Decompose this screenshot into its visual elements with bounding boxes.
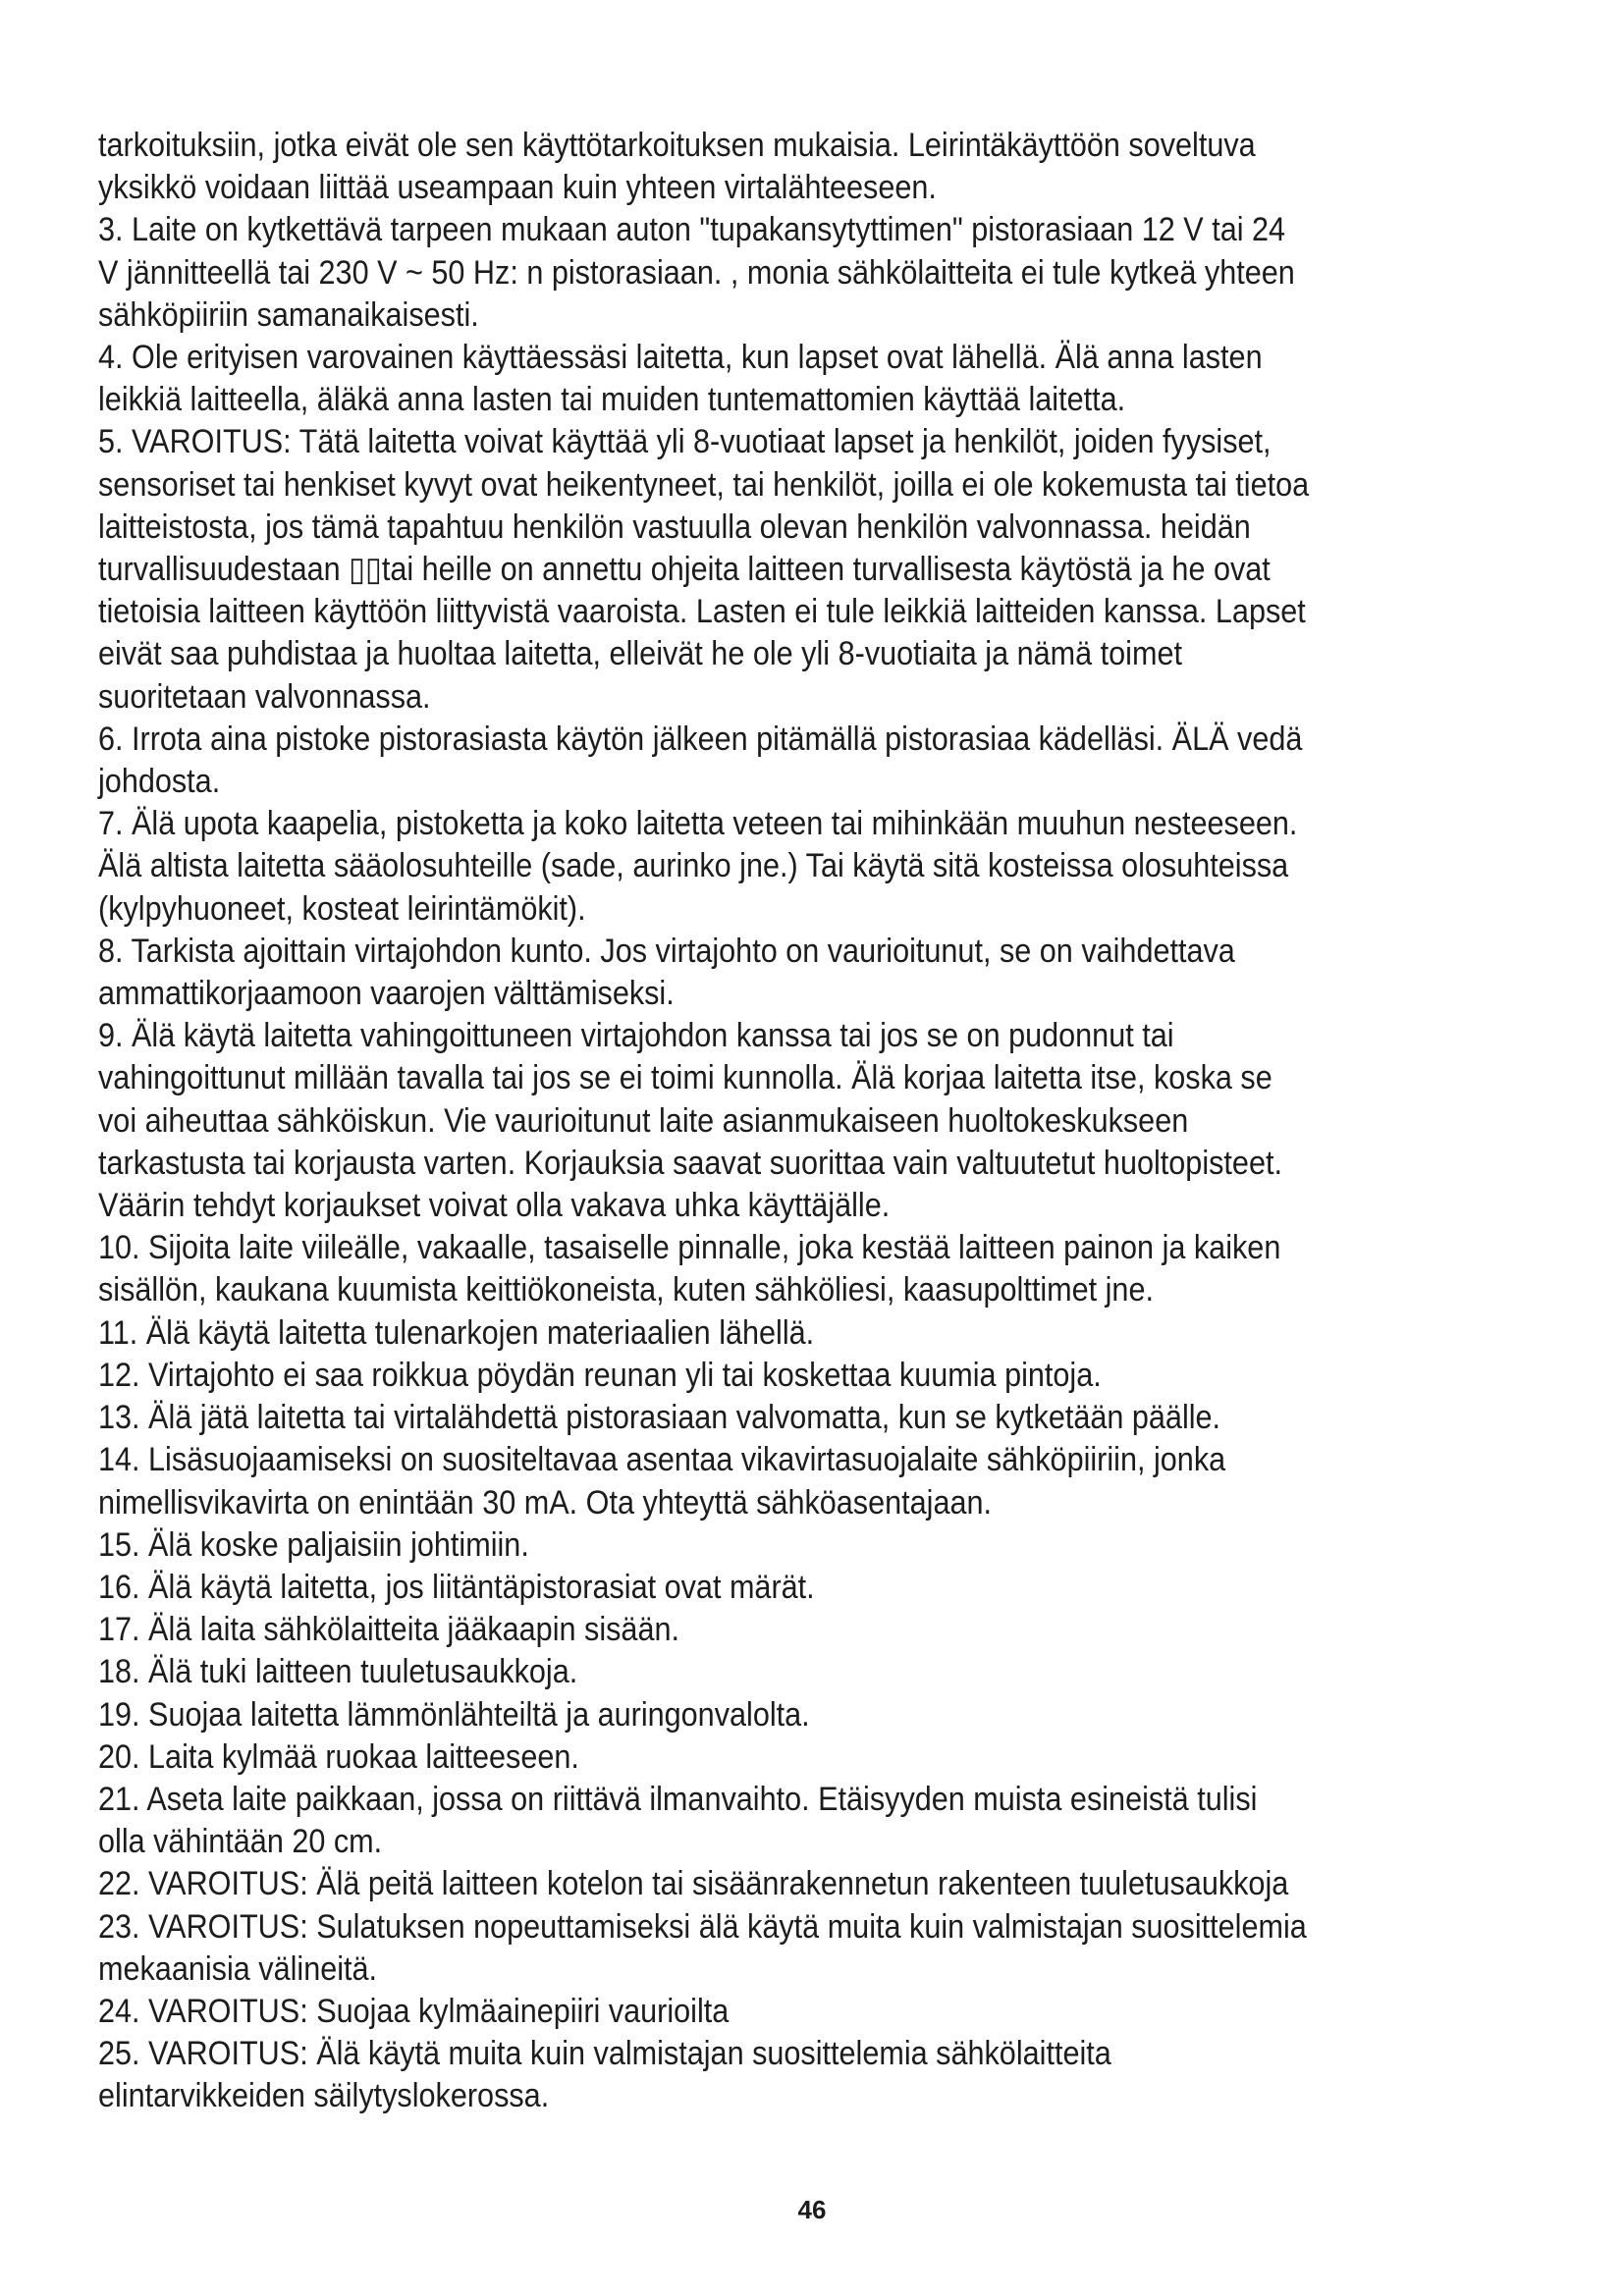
instruction-item-20: 20. Laita kylmää ruokaa laitteeseen.: [98, 1737, 579, 1776]
instruction-item-16: 16. Älä käytä laitetta, jos liitäntäpistorasiat ovat märät.: [98, 1568, 815, 1606]
instruction-item-8: 8. Tarkista ajoittain virtajohdon kunto. Jos virtajohto on vaurioitunut, se on vaihdettava ammattikorjaamoon vaarojen välttämiseksi.: [98, 932, 1235, 1013]
instruction-item-17: 17. Älä laita sähkölaitteita jääkaapin sisään.: [98, 1611, 679, 1649]
instruction-item-22-warning: 22. VAROITUS: Älä peitä laitteen kotelon tai sisäänrakennetun rakenteen tuuletusaukkoja: [98, 1865, 1289, 1903]
paragraph-intro-continued: tarkoituksiin, jotka eivät ole sen käyttötarkoituksen mukaisia. Leirintäkäyttöön soveltuva yksikkö voidaan liittää useampaan kuin yhteen virtalähteeseen.: [98, 127, 1256, 207]
instruction-item-9: 9. Älä käytä laitetta vahingoittuneen virtajohdon kanssa tai jos se on pudonnut tai vahingoittunut millään tavalla tai jos se ei toimi kunnolla. Älä korjaa laitetta itse, koska se voi aiheuttaa sähköiskun. Vie vaurioitunut laite asianmukaiseen huoltokeskukseen tarkastusta tai korjausta varten. Korjauksia saavat suorittaa vain valtuutetut huoltopisteet. Väärin tehdyt korjaukset voivat olla vakava uhka käyttäjälle.: [98, 1017, 1282, 1225]
instruction-item-10: 10. Sijoita laite viileälle, vakaalle, tasaiselle pinnalle, joka kestää laitteen painon ja kaiken sisällön, kaukana kuumista keittiökoneista, kuten sähköliesi, kaasupolttimet jne.: [98, 1229, 1281, 1309]
instruction-item-4: 4. Ole erityisen varovainen käyttäessäsi laitetta, kun lapset ovat lähellä. Älä anna lasten leikkiä laitteella, äläkä anna lasten tai muiden tuntemattomien käyttää laitetta.: [98, 339, 1263, 419]
instruction-item-3: 3. Laite on kytkettävä tarpeen mukaan auton "tupakansytyttimen" pistorasiaan 12 V tai 24 V jännitteellä tai 230 V ~ 50 Hz: n pistorasiaan. , monia sähkölaitteita ei tule kytkeä yhteen sähköpiiriin samanaikaisesti.: [98, 211, 1295, 334]
instruction-item-19: 19. Suojaa laitetta lämmönlähteiltä ja auringonvalolta.: [98, 1695, 810, 1734]
instruction-item-15: 15. Älä koske paljaisiin johtimiin.: [98, 1525, 529, 1564]
instruction-item-11: 11. Älä käytä laitetta tulenarkojen materiaalien lähellä.: [98, 1313, 815, 1352]
instruction-item-23-warning: 23. VAROITUS: Sulatuksen nopeuttamiseksi älä käytä muita kuin valmistajan suosittelemia mekaanisia välineitä.: [98, 1907, 1307, 1988]
instruction-item-7: 7. Älä upota kaapelia, pistoketta ja koko laitetta veteen tai mihinkään muuhun nesteeseen. Älä altista laitetta sääolosuhteille (sade, aurinko jne.) Tai käytä sitä kosteissa olosuhteissa (kylpyhuoneet, kosteat leirintämökit).: [98, 805, 1298, 928]
instruction-item-6: 6. Irrota aina pistoke pistorasiasta käytön jälkeen pitämällä pistorasiaa kädelläsi. ÄLÄ vedä johdosta.: [98, 720, 1303, 801]
instruction-item-5-warning: 5. VAROITUS: Tätä laitetta voivat käyttää yli 8-vuotiaat lapset ja henkilöt, joiden fyysiset, sensoriset tai henkiset kyvyt ovat heikentyneet, tai henkilöt, joilla ei ole kokemusta tai tietoa laitteistosta, jos tämä tapahtuu henkilön vastuulla olevan henkilön valvonnassa. heidän turvallisuudestaan ▯▯tai heille on annettu ohjeita laitteen turvallisesta käytöstä ja he ovat tietoisia laitteen käyttöön liittyvistä vaaroista. Lasten ei tule leikkiä laitteiden kanssa. Lapset eivät saa puhdistaa ja huoltaa laitetta, elleivät he ole yli 8-vuotiaita ja nämä toimet suoritetaan valvonnassa.: [98, 423, 1310, 716]
instruction-text: [98, 125, 1551, 2118]
instruction-item-14: 14. Lisäsuojaamiseksi on suositeltavaa asentaa vikavirtasuojalaite sähköpiiriin, jonka nimellisvikavirta on enintään 30 mA. Ota yhteyttä sähköasentajaan.: [98, 1441, 1226, 1522]
instruction-item-24-warning: 24. VAROITUS: Suojaa kylmäainepiiri vaurioilta: [98, 1992, 730, 2030]
instruction-item-25-warning: 25. VAROITUS: Älä käytä muita kuin valmistajan suosittelemia sähkölaitteita elintarvikkeiden säilytyslokerossa.: [98, 2035, 1111, 2115]
instruction-item-21: 21. Aseta laite paikkaan, jossa on riittävä ilmanvaihto. Etäisyyden muista esineistä tulisi olla vähintään 20 cm.: [98, 1780, 1258, 1861]
page-number: 46: [797, 2195, 827, 2224]
instruction-item-12: 12. Virtajohto ei saa roikkua pöydän reunan yli tai koskettaa kuumia pintoja.: [98, 1356, 1102, 1394]
instruction-item-13: 13. Älä jätä laitetta tai virtalähdettä pistorasiaan valvomatta, kun se kytketään päälle.: [98, 1399, 1221, 1437]
instruction-item-18: 18. Älä tuki laitteen tuuletusaukkoja.: [98, 1653, 578, 1691]
